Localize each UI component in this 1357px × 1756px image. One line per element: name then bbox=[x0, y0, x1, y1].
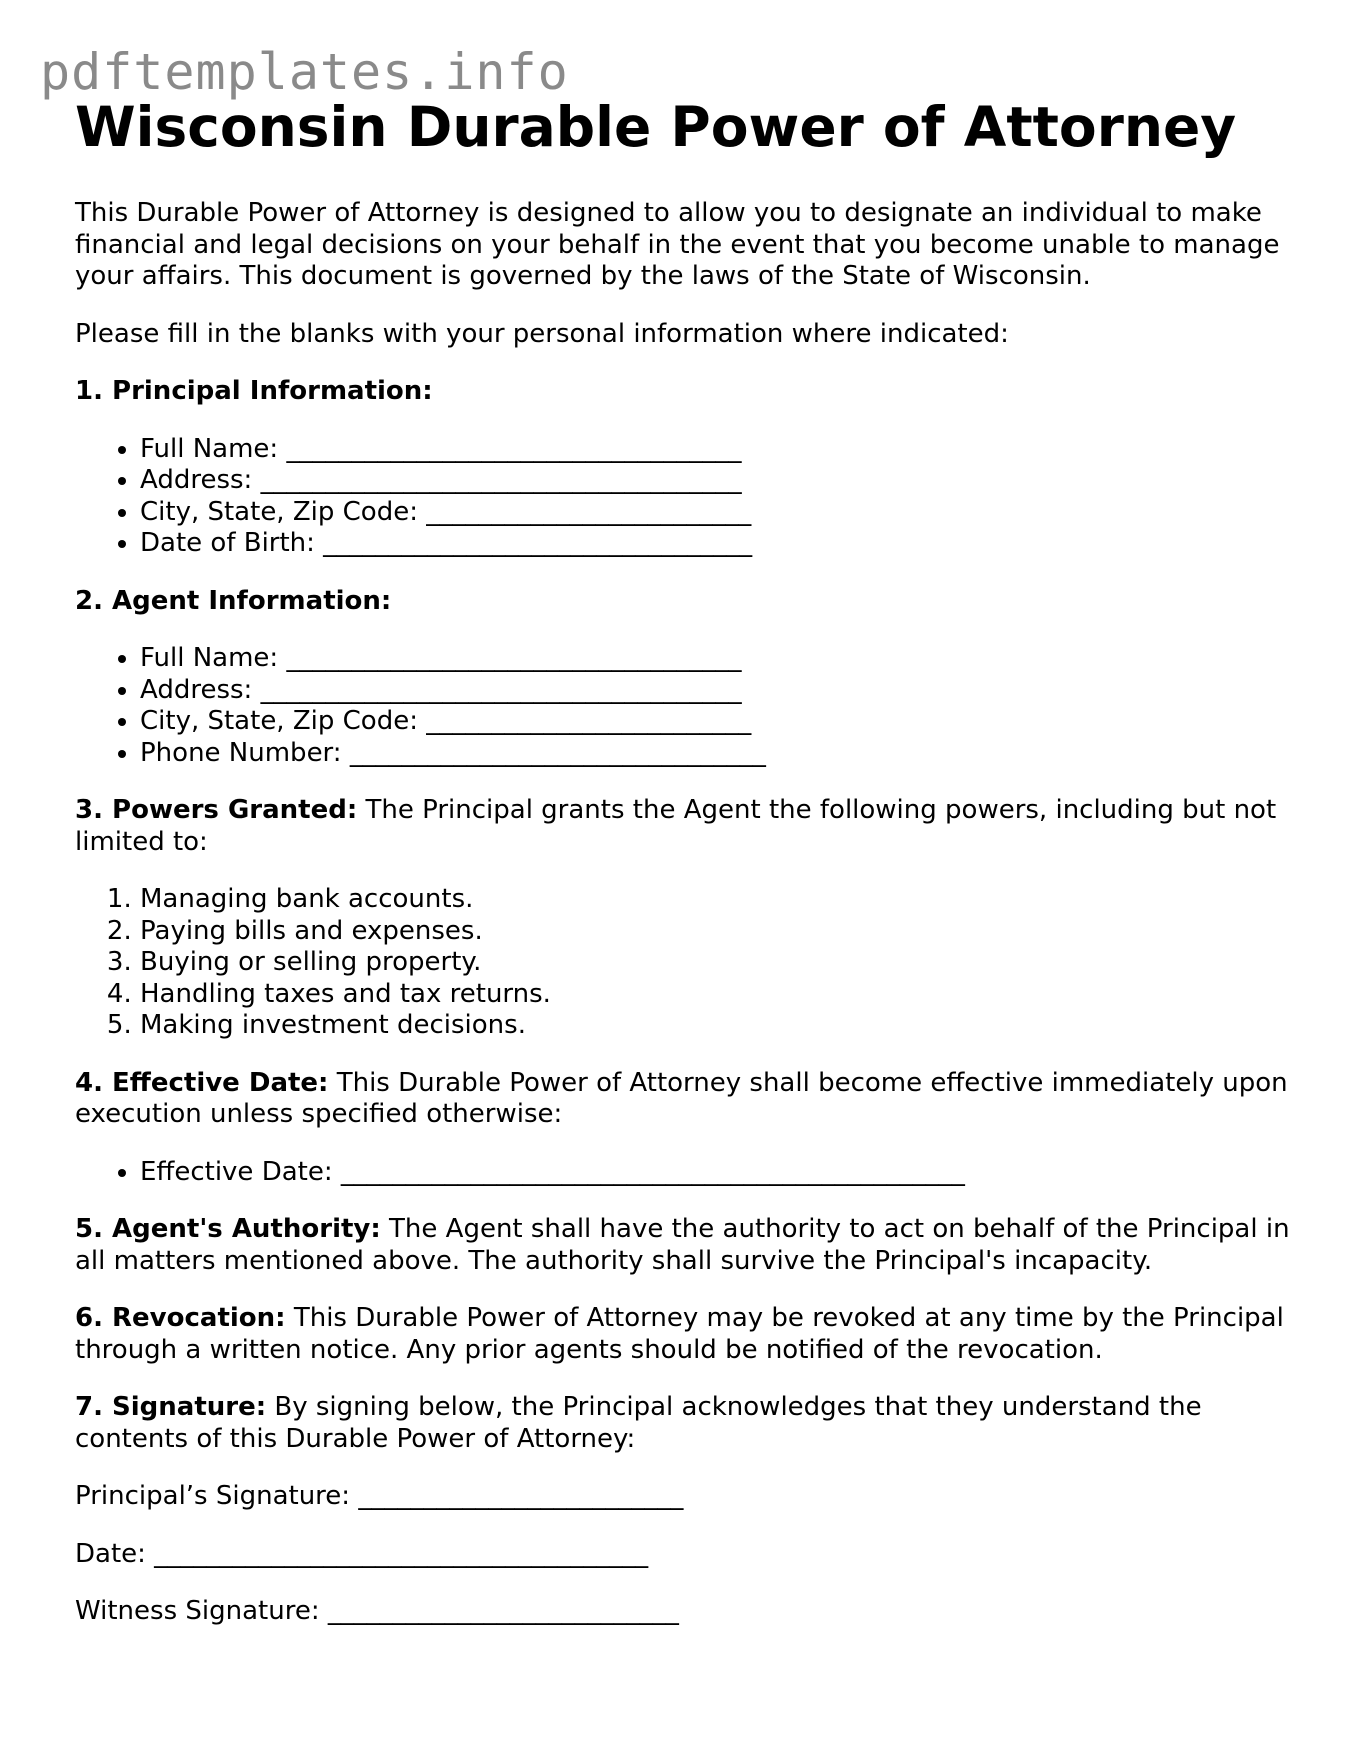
document-page bbox=[75, 92, 1290, 1628]
signature-heading: 7. Signature: bbox=[75, 1392, 267, 1422]
principal-heading: 1. Principal Information: bbox=[75, 376, 433, 406]
agent-city-state-zip-field[interactable]: • City, State, Zip Code: _________________________ bbox=[140, 706, 1290, 738]
agent-heading: 2. Agent Information: bbox=[75, 585, 392, 616]
principal-signature-line[interactable]: Principal’s Signature: _________________________ bbox=[75, 1481, 684, 1511]
power-item: 2. Paying bills and expenses. bbox=[140, 916, 1290, 948]
effective-heading: 4. Effective Date: bbox=[75, 1067, 329, 1098]
effective-text: This Durable Power of Attorney shall become effective immediately upon execution unless specified otherwise: bbox=[75, 1067, 1288, 1129]
principal-section-heading bbox=[75, 376, 1290, 408]
principal-address-field[interactable]: • Address: _____________________________________ bbox=[140, 465, 1290, 497]
revocation-text: This Durable Power of Attorney may be revoked at any time by the Principal through a written notice. Any prior agents should be notified of the revocation. bbox=[75, 1303, 1284, 1365]
agent-fields-list bbox=[75, 643, 1290, 769]
powers-text: The Principal grants the Agent the following powers, including but not limited to: bbox=[75, 795, 1277, 857]
authority-heading: 5. Agent's Authority: bbox=[75, 1214, 381, 1244]
agent-section-heading bbox=[75, 586, 1290, 618]
power-item: 4. Handling taxes and tax returns. bbox=[140, 979, 1290, 1011]
principal-city-state-zip-field[interactable]: • City, State, Zip Code: _________________________ bbox=[140, 497, 1290, 529]
authority-text: The Agent shall have the authority to act on behalf of the Principal in all matters mentioned above. The authority shall survive the Principal's incapacity. bbox=[75, 1214, 1290, 1276]
power-item: 1. Managing bank accounts. bbox=[140, 884, 1290, 916]
powers-list bbox=[75, 884, 1290, 1042]
revocation-paragraph bbox=[75, 1303, 1290, 1366]
signature-text: By signing below, the Principal acknowledges that they understand the contents of this Durable Power of Attorney: bbox=[75, 1392, 1202, 1454]
effective-fields-list bbox=[75, 1157, 1290, 1189]
effective-paragraph bbox=[75, 1068, 1290, 1131]
authority-paragraph bbox=[75, 1214, 1290, 1277]
page-title: Wisconsin Durable Power of Attorney bbox=[75, 95, 1237, 159]
witness-signature-line[interactable]: Witness Signature: ___________________________ bbox=[75, 1596, 679, 1626]
powers-heading: 3. Powers Granted: bbox=[75, 795, 358, 825]
agent-phone-number-field[interactable]: • Phone Number: ________________________________ bbox=[140, 738, 1290, 770]
agent-full-name-field[interactable]: • Full Name: ___________________________________ bbox=[140, 643, 1290, 675]
signature-date-line[interactable]: Date: ______________________________________ bbox=[75, 1538, 649, 1569]
principal-full-name-field[interactable]: • Full Name: ___________________________________ bbox=[140, 434, 1290, 466]
principal-fields-list bbox=[75, 434, 1290, 560]
revocation-heading: 6. Revocation: bbox=[75, 1303, 286, 1333]
agent-address-field[interactable]: • Address: _____________________________________ bbox=[140, 675, 1290, 707]
powers-paragraph bbox=[75, 795, 1290, 858]
intro-paragraph: This Durable Power of Attorney is designed to allow you to designate an individual to make financial and legal decisions on your behalf in the event that you become unable to manage your affairs. This document is governed by the laws of the State of Wisconsin. bbox=[75, 198, 1280, 291]
power-item: 3. Buying or selling property. bbox=[140, 947, 1290, 979]
principal-date-of-birth-field[interactable]: • Date of Birth: _________________________________ bbox=[140, 528, 1290, 560]
power-item: 5. Making investment decisions. bbox=[140, 1010, 1290, 1042]
effective-date-field[interactable]: • Effective Date: ________________________________________________ bbox=[140, 1157, 1290, 1189]
signature-paragraph bbox=[75, 1392, 1290, 1455]
instructions-paragraph: Please fill in the blanks with your personal information where indicated: bbox=[75, 318, 1009, 349]
watermark: pdftemplates.info bbox=[40, 43, 569, 101]
